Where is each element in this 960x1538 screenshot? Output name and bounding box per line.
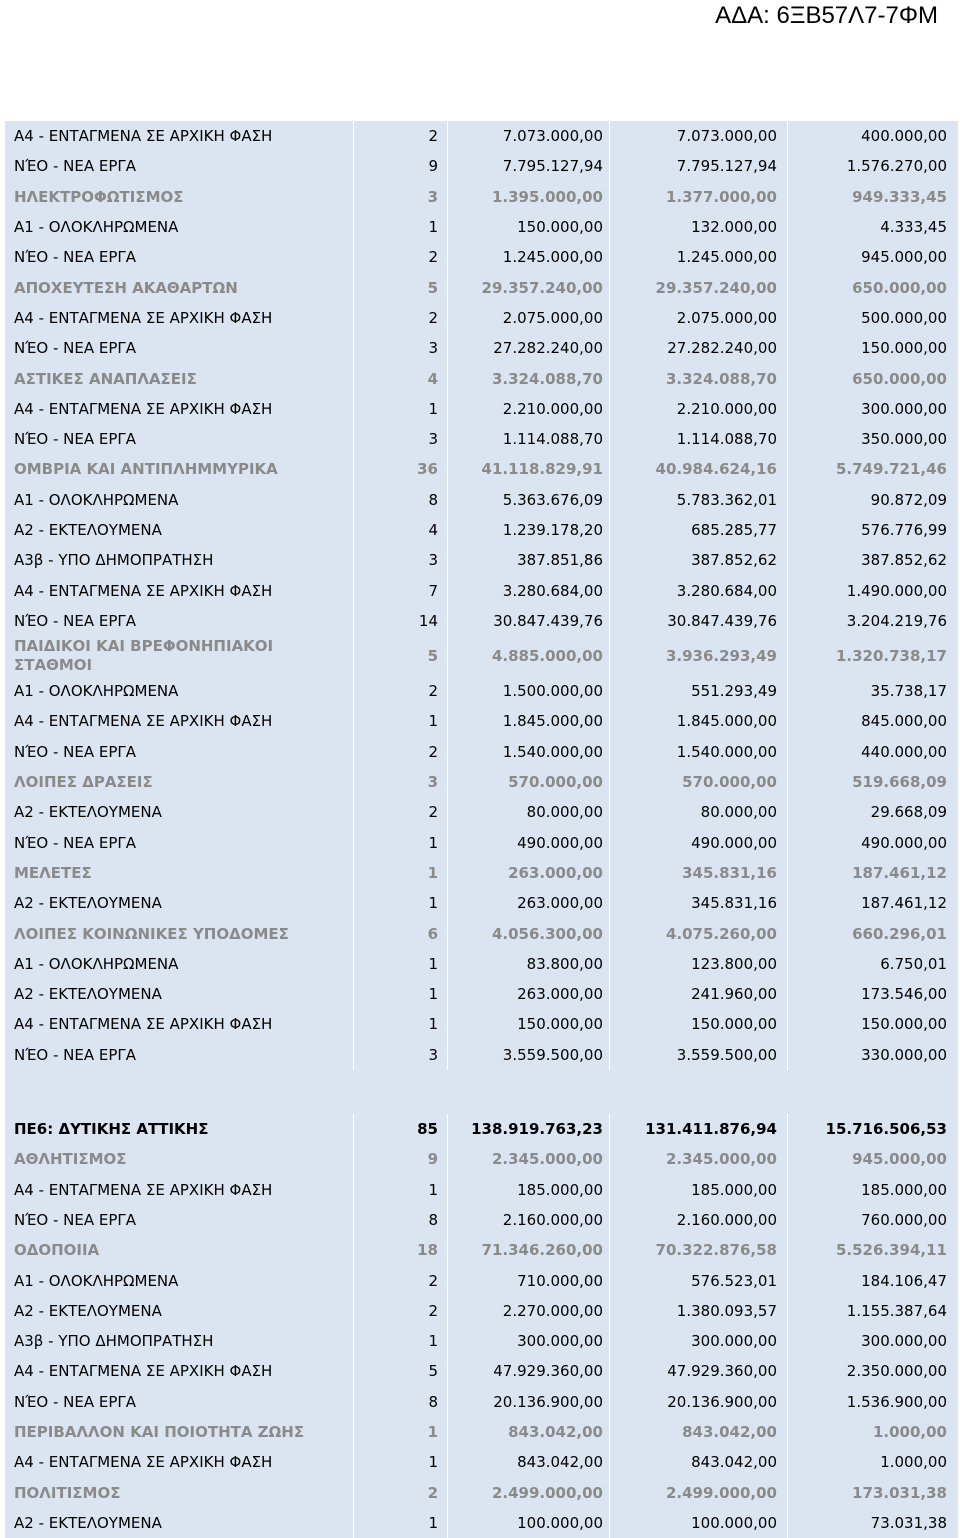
row-name: ΛΟΙΠΕΣ ΔΡΑΣΕΙΣ	[5, 767, 354, 797]
row-name: Α1 - ΟΛΟΚΛΗΡΩΜΕΝΑ	[5, 676, 354, 706]
row-annual-amount: 2.350.000,00	[846, 1362, 947, 1381]
row-count: 2	[354, 676, 448, 706]
row-contract-amount: 570.000,00	[610, 767, 788, 797]
row-contract-amount: 300.000,00	[610, 1326, 788, 1356]
table-row	[5, 1296, 958, 1326]
row-name: ΠΕΡΙΒΑΛΛΟΝ ΚΑΙ ΠΟΙΟΤΗΤΑ ΖΩΗΣ	[5, 1417, 354, 1447]
row-count: 1	[354, 1326, 448, 1356]
row-contract-amount: 132.000,00	[610, 212, 788, 242]
row-count: 1	[354, 1447, 448, 1477]
table-row	[5, 121, 958, 151]
row-count: 5	[354, 272, 448, 302]
row-contract-amount: 47.929.360,00	[610, 1356, 788, 1386]
row-count: 1	[354, 1508, 448, 1538]
category-row	[5, 454, 958, 484]
row-contract-amount: 30.847.439,76	[610, 606, 788, 636]
row-count: 8	[354, 1205, 448, 1235]
row-count: 2	[354, 121, 448, 151]
row-name: Α4 - ΕΝΤΑΓΜΕΝΑ ΣΕ ΑΡΧΙΚΗ ΦΑΣΗ	[5, 121, 354, 151]
row-annual-amount: 150.000,00	[861, 339, 947, 358]
row-name: Α2 - ΕΚΤΕΛΟΥΜΕΝΑ	[5, 1296, 354, 1326]
table-row	[5, 828, 958, 858]
row-count: 9	[354, 1144, 448, 1174]
category-row	[5, 272, 958, 302]
row-contract-amount: 551.293,49	[610, 676, 788, 706]
row-budget: 300.000,00	[448, 1326, 610, 1356]
row-name: Α1 - ΟΛΟΚΛΗΡΩΜΕΝΑ	[5, 1265, 354, 1295]
row-budget: 27.282.240,00	[448, 333, 610, 363]
row-contract-amount: 185.000,00	[610, 1175, 788, 1205]
category-row	[5, 1417, 958, 1447]
row-annual-amount: 330.000,00	[861, 1045, 947, 1064]
row-annual-amount: 15.716.506,53	[825, 1120, 947, 1139]
row-budget: 1.845.000,00	[448, 706, 610, 736]
row-count: 1	[354, 828, 448, 858]
row-name: ΝΈΟ - ΝΕΑ ΕΡΓΑ	[5, 828, 354, 858]
row-contract-amount: 241.960,00	[610, 979, 788, 1009]
row-contract-amount: 100.000,00	[610, 1508, 788, 1538]
row-budget: 150.000,00	[448, 212, 610, 242]
row-contract-amount: 5.783.362,01	[610, 485, 788, 515]
row-count: 4	[354, 363, 448, 393]
row-contract-amount: 2.160.000,00	[610, 1205, 788, 1235]
row-count: 2	[354, 797, 448, 827]
row-count: 7	[354, 575, 448, 605]
row-name: ΝΈΟ - ΝΕΑ ΕΡΓΑ	[5, 1387, 354, 1417]
row-name: ΝΈΟ - ΝΕΑ ΕΡΓΑ	[5, 737, 354, 767]
table-row	[5, 1205, 958, 1235]
row-budget: 7.073.000,00	[448, 121, 610, 151]
row-annual-amount: 650.000,00	[852, 369, 947, 388]
category-row	[5, 918, 958, 948]
row-count: 1	[354, 888, 448, 918]
row-annual-amount: 29.668,09	[870, 803, 947, 822]
row-contract-amount: 29.357.240,00	[610, 272, 788, 302]
row-count: 3	[354, 333, 448, 363]
row-count: 8	[354, 1387, 448, 1417]
row-count: 1	[354, 706, 448, 736]
row-contract-amount: 345.831,16	[610, 888, 788, 918]
category-row	[5, 858, 958, 888]
table-row	[5, 1387, 958, 1417]
row-count: 3	[354, 424, 448, 454]
row-name: Α1 - ΟΛΟΚΛΗΡΩΜΕΝΑ	[5, 949, 354, 979]
row-annual-amount: 1.576.270,00	[846, 157, 947, 176]
row-annual-amount: 1.000,00	[880, 1453, 947, 1472]
row-budget: 1.114.088,70	[448, 424, 610, 454]
row-budget: 490.000,00	[448, 828, 610, 858]
row-count: 1	[354, 212, 448, 242]
row-annual-amount: 350.000,00	[861, 430, 947, 449]
row-contract-amount: 70.322.876,58	[610, 1235, 788, 1265]
table-row	[5, 333, 958, 363]
table-row	[5, 151, 958, 181]
row-annual-amount: 73.031,38	[870, 1513, 947, 1532]
row-count: 4	[354, 515, 448, 545]
row-count: 2	[354, 1477, 448, 1507]
row-contract-amount: 4.075.260,00	[610, 918, 788, 948]
row-contract-amount: 490.000,00	[610, 828, 788, 858]
table-row	[5, 1040, 958, 1070]
row-budget: 843.042,00	[448, 1417, 610, 1447]
row-name: ΝΈΟ - ΝΕΑ ΕΡΓΑ	[5, 424, 354, 454]
row-contract-amount: 1.380.093,57	[610, 1296, 788, 1326]
row-annual-amount: 660.296,01	[852, 924, 947, 943]
table-row	[5, 575, 958, 605]
table-row	[5, 303, 958, 333]
table-row	[5, 242, 958, 272]
row-name: Α2 - ΕΚΤΕΛΟΥΜΕΝΑ	[5, 515, 354, 545]
table-row	[5, 1265, 958, 1295]
row-name: Α4 - ΕΝΤΑΓΜΕΝΑ ΣΕ ΑΡΧΙΚΗ ΦΑΣΗ	[5, 394, 354, 424]
row-annual-amount: 3.204.219,76	[846, 611, 947, 630]
row-name: Α1 - ΟΛΟΚΛΗΡΩΜΕΝΑ	[5, 212, 354, 242]
table-row	[5, 515, 958, 545]
table-row	[5, 676, 958, 706]
row-count: 5	[354, 636, 448, 676]
row-annual-amount: 387.852,62	[861, 551, 947, 570]
row-annual-amount: 1.536.900,00	[846, 1392, 947, 1411]
row-name: ΠΕ6: ΔΥΤΙΚΗΣ ΑΤΤΙΚΗΣ	[5, 1114, 354, 1144]
row-annual-amount: 400.000,00	[861, 127, 947, 146]
row-budget: 4.056.300,00	[448, 918, 610, 948]
row-annual-amount: 300.000,00	[861, 399, 947, 418]
category-row	[5, 1477, 958, 1507]
row-contract-amount: 1.540.000,00	[610, 737, 788, 767]
row-annual-amount: 184.106,47	[861, 1271, 947, 1290]
row-annual-amount: 519.668,09	[852, 773, 947, 792]
row-name: ΝΈΟ - ΝΕΑ ΕΡΓΑ	[5, 333, 354, 363]
row-count: 9	[354, 151, 448, 181]
row-count: 2	[354, 303, 448, 333]
row-count: 3	[354, 545, 448, 575]
category-row	[5, 767, 958, 797]
row-budget: 30.847.439,76	[448, 606, 610, 636]
table-row	[5, 545, 958, 575]
row-name: Α3β - ΥΠΟ ΔΗΜΟΠΡΑΤΗΣΗ	[5, 545, 354, 575]
row-count: 2	[354, 737, 448, 767]
row-contract-amount: 387.852,62	[610, 545, 788, 575]
row-count: 1	[354, 1175, 448, 1205]
row-name: ΝΈΟ - ΝΕΑ ΕΡΓΑ	[5, 1205, 354, 1235]
row-budget: 83.800,00	[448, 949, 610, 979]
row-budget: 2.160.000,00	[448, 1205, 610, 1235]
row-budget: 4.885.000,00	[448, 636, 610, 676]
row-budget: 41.118.829,91	[448, 454, 610, 484]
row-name: ΠΑΙΔΙΚΟΙ ΚΑΙ ΒΡΕΦΟΝΗΠΙΑΚΟΙ ΣΤΑΘΜΟΙ	[5, 636, 354, 676]
row-annual-amount: 5.526.394,11	[835, 1241, 947, 1260]
row-annual-amount: 6.750,01	[880, 954, 947, 973]
row-budget: 47.929.360,00	[448, 1356, 610, 1386]
row-budget: 100.000,00	[448, 1508, 610, 1538]
row-name: ΟΔΟΠΟΙΙΑ	[5, 1235, 354, 1265]
row-name: Α1 - ΟΛΟΚΛΗΡΩΜΕΝΑ	[5, 485, 354, 515]
row-budget: 71.346.260,00	[448, 1235, 610, 1265]
row-contract-amount: 20.136.900,00	[610, 1387, 788, 1417]
row-count: 8	[354, 485, 448, 515]
row-name: Α4 - ΕΝΤΑΓΜΕΝΑ ΣΕ ΑΡΧΙΚΗ ΦΑΣΗ	[5, 303, 354, 333]
row-name: Α4 - ΕΝΤΑΓΜΕΝΑ ΣΕ ΑΡΧΙΚΗ ΦΑΣΗ	[5, 575, 354, 605]
table-row	[5, 1175, 958, 1205]
row-name: Α2 - ΕΚΤΕΛΟΥΜΕΝΑ	[5, 797, 354, 827]
row-name: ΠΟΛΙΤΙΣΜΟΣ	[5, 1477, 354, 1507]
row-count: 3	[354, 182, 448, 212]
row-annual-amount: 500.000,00	[861, 308, 947, 327]
row-count: 5	[354, 1356, 448, 1386]
table-row	[5, 394, 958, 424]
row-budget: 138.919.763,23	[448, 1114, 610, 1144]
row-annual-amount: 440.000,00	[861, 742, 947, 761]
row-count: 1	[354, 1009, 448, 1039]
row-budget: 185.000,00	[448, 1175, 610, 1205]
row-budget: 1.395.000,00	[448, 182, 610, 212]
row-annual-amount: 4.333,45	[880, 218, 947, 237]
table-row	[5, 888, 958, 918]
row-budget: 263.000,00	[448, 979, 610, 1009]
row-name: ΟΜΒΡΙΑ ΚΑΙ ΑΝΤΙΠΛΗΜΜΥΡΙΚΑ	[5, 454, 354, 484]
table-row	[5, 1009, 958, 1039]
category-row	[5, 1235, 958, 1265]
row-annual-amount: 5.749.721,46	[835, 460, 947, 479]
row-budget: 1.540.000,00	[448, 737, 610, 767]
projects-table	[5, 121, 958, 1538]
table-row	[5, 212, 958, 242]
table-row	[5, 979, 958, 1009]
row-name: ΗΛΕΚΤΡΟΦΩΤΙΣΜΟΣ	[5, 182, 354, 212]
row-annual-amount: 90.872,09	[870, 490, 947, 509]
row-annual-amount: 185.000,00	[861, 1180, 947, 1199]
row-budget: 29.357.240,00	[448, 272, 610, 302]
row-name: ΑΠΟΧΕΥΤΕΣΗ ΑΚΑΘΑΡΤΩΝ	[5, 272, 354, 302]
row-budget: 3.280.684,00	[448, 575, 610, 605]
row-annual-amount: 150.000,00	[861, 1015, 947, 1034]
row-budget: 2.210.000,00	[448, 394, 610, 424]
row-budget: 387.851,86	[448, 545, 610, 575]
row-annual-amount: 490.000,00	[861, 833, 947, 852]
region-total-row	[5, 1114, 958, 1144]
row-budget: 570.000,00	[448, 767, 610, 797]
row-contract-amount: 843.042,00	[610, 1447, 788, 1477]
row-budget: 20.136.900,00	[448, 1387, 610, 1417]
row-contract-amount: 80.000,00	[610, 797, 788, 827]
row-count: 2	[354, 1296, 448, 1326]
table-row	[5, 606, 958, 636]
row-contract-amount: 3.324.088,70	[610, 363, 788, 393]
table-row	[5, 949, 958, 979]
table-row	[5, 424, 958, 454]
row-annual-amount: 300.000,00	[861, 1332, 947, 1351]
row-contract-amount: 150.000,00	[610, 1009, 788, 1039]
row-budget: 80.000,00	[448, 797, 610, 827]
row-count: 1	[354, 394, 448, 424]
row-name: ΝΈΟ - ΝΕΑ ΕΡΓΑ	[5, 151, 354, 181]
row-budget: 3.324.088,70	[448, 363, 610, 393]
row-count: 36	[354, 454, 448, 484]
row-count: 2	[354, 1265, 448, 1295]
row-budget: 3.559.500,00	[448, 1040, 610, 1070]
table-row	[5, 485, 958, 515]
row-contract-amount: 7.795.127,94	[610, 151, 788, 181]
row-budget: 2.270.000,00	[448, 1296, 610, 1326]
row-annual-amount: 1.000,00	[872, 1423, 947, 1442]
row-budget: 843.042,00	[448, 1447, 610, 1477]
row-budget: 2.075.000,00	[448, 303, 610, 333]
row-contract-amount: 123.800,00	[610, 949, 788, 979]
row-name: Α4 - ΕΝΤΑΓΜΕΝΑ ΣΕ ΑΡΧΙΚΗ ΦΑΣΗ	[5, 1447, 354, 1477]
row-contract-amount: 3.936.293,49	[610, 636, 788, 676]
row-contract-amount: 345.831,16	[610, 858, 788, 888]
row-annual-amount: 35.738,17	[870, 682, 947, 701]
row-contract-amount: 576.523,01	[610, 1265, 788, 1295]
row-count: 18	[354, 1235, 448, 1265]
row-annual-amount: 187.461,12	[861, 894, 947, 913]
row-count: 1	[354, 1417, 448, 1447]
row-annual-amount: 949.333,45	[852, 187, 947, 206]
row-count: 3	[354, 767, 448, 797]
row-annual-amount: 760.000,00	[861, 1210, 947, 1229]
row-name: ΝΈΟ - ΝΕΑ ΕΡΓΑ	[5, 242, 354, 272]
row-count: 3	[354, 1040, 448, 1070]
table-row	[5, 1326, 958, 1356]
row-contract-amount: 2.210.000,00	[610, 394, 788, 424]
row-contract-amount: 131.411.876,94	[610, 1114, 788, 1144]
table-row	[5, 737, 958, 767]
row-contract-amount: 1.245.000,00	[610, 242, 788, 272]
row-name: Α2 - ΕΚΤΕΛΟΥΜΕΝΑ	[5, 1508, 354, 1538]
row-count: 6	[354, 918, 448, 948]
row-contract-amount: 843.042,00	[610, 1417, 788, 1447]
row-budget: 1.239.178,20	[448, 515, 610, 545]
row-name: ΝΈΟ - ΝΕΑ ΕΡΓΑ	[5, 606, 354, 636]
row-name: ΜΕΛΕΤΕΣ	[5, 858, 354, 888]
row-annual-amount: 173.031,38	[852, 1483, 947, 1502]
row-annual-amount: 1.320.738,17	[835, 647, 947, 666]
row-annual-amount: 187.461,12	[852, 863, 947, 882]
row-count: 2	[354, 242, 448, 272]
row-annual-amount: 650.000,00	[852, 278, 947, 297]
row-contract-amount: 40.984.624,16	[610, 454, 788, 484]
row-count: 1	[354, 979, 448, 1009]
row-count: 1	[354, 949, 448, 979]
row-name: ΑΣΤΙΚΕΣ ΑΝΑΠΛΑΣΕΙΣ	[5, 363, 354, 393]
row-budget: 5.363.676,09	[448, 485, 610, 515]
table-row	[5, 1356, 958, 1386]
row-annual-amount: 945.000,00	[852, 1150, 947, 1169]
row-name: Α2 - ΕΚΤΕΛΟΥΜΕΝΑ	[5, 979, 354, 1009]
ada-code: ΑΔΑ: 6ΞΒ57Λ7-7ΦΜ	[715, 2, 938, 29]
row-contract-amount: 27.282.240,00	[610, 333, 788, 363]
category-row	[5, 1144, 958, 1174]
row-contract-amount: 685.285,77	[610, 515, 788, 545]
row-annual-amount: 173.546,00	[861, 985, 947, 1004]
row-contract-amount: 2.075.000,00	[610, 303, 788, 333]
row-budget: 263.000,00	[448, 888, 610, 918]
row-count: 14	[354, 606, 448, 636]
row-budget: 1.500.000,00	[448, 676, 610, 706]
row-annual-amount: 945.000,00	[861, 248, 947, 267]
row-budget: 2.499.000,00	[448, 1477, 610, 1507]
row-name: Α4 - ΕΝΤΑΓΜΕΝΑ ΣΕ ΑΡΧΙΚΗ ΦΑΣΗ	[5, 1009, 354, 1039]
table-row	[5, 1447, 958, 1477]
table-row	[5, 797, 958, 827]
row-name: Α4 - ΕΝΤΑΓΜΕΝΑ ΣΕ ΑΡΧΙΚΗ ΦΑΣΗ	[5, 1356, 354, 1386]
row-contract-amount: 1.845.000,00	[610, 706, 788, 736]
row-name: Α4 - ΕΝΤΑΓΜΕΝΑ ΣΕ ΑΡΧΙΚΗ ΦΑΣΗ	[5, 706, 354, 736]
row-name: Α2 - ΕΚΤΕΛΟΥΜΕΝΑ	[5, 888, 354, 918]
category-row	[5, 636, 958, 676]
row-name: ΑΘΛΗΤΙΣΜΟΣ	[5, 1144, 354, 1174]
row-contract-amount: 7.073.000,00	[610, 121, 788, 151]
table-row	[5, 706, 958, 736]
row-count: 1	[354, 858, 448, 888]
row-contract-amount: 3.280.684,00	[610, 575, 788, 605]
row-annual-amount: 845.000,00	[861, 712, 947, 731]
row-name: Α4 - ΕΝΤΑΓΜΕΝΑ ΣΕ ΑΡΧΙΚΗ ΦΑΣΗ	[5, 1175, 354, 1205]
table-row	[5, 1508, 958, 1538]
row-budget: 710.000,00	[448, 1265, 610, 1295]
row-contract-amount: 2.499.000,00	[610, 1477, 788, 1507]
row-name: ΝΈΟ - ΝΕΑ ΕΡΓΑ	[5, 1040, 354, 1070]
row-contract-amount: 1.377.000,00	[610, 182, 788, 212]
category-row	[5, 363, 958, 393]
row-annual-amount: 576.776,99	[861, 521, 947, 539]
row-count: 85	[354, 1114, 448, 1144]
row-budget: 150.000,00	[448, 1009, 610, 1039]
row-budget: 263.000,00	[448, 858, 610, 888]
row-budget: 1.245.000,00	[448, 242, 610, 272]
row-annual-amount: 1.490.000,00	[846, 581, 947, 600]
row-annual-amount: 1.155.387,64	[846, 1301, 947, 1320]
row-budget: 2.345.000,00	[448, 1144, 610, 1174]
row-name: ΛΟΙΠΕΣ ΚΟΙΝΩΝΙΚΕΣ ΥΠΟΔΟΜΕΣ	[5, 918, 354, 948]
row-contract-amount: 1.114.088,70	[610, 424, 788, 454]
spacer-row	[5, 1070, 958, 1114]
row-name: Α3β - ΥΠΟ ΔΗΜΟΠΡΑΤΗΣΗ	[5, 1326, 354, 1356]
category-row	[5, 182, 958, 212]
row-contract-amount: 3.559.500,00	[610, 1040, 788, 1070]
row-contract-amount: 2.345.000,00	[610, 1144, 788, 1174]
row-budget: 7.795.127,94	[448, 151, 610, 181]
